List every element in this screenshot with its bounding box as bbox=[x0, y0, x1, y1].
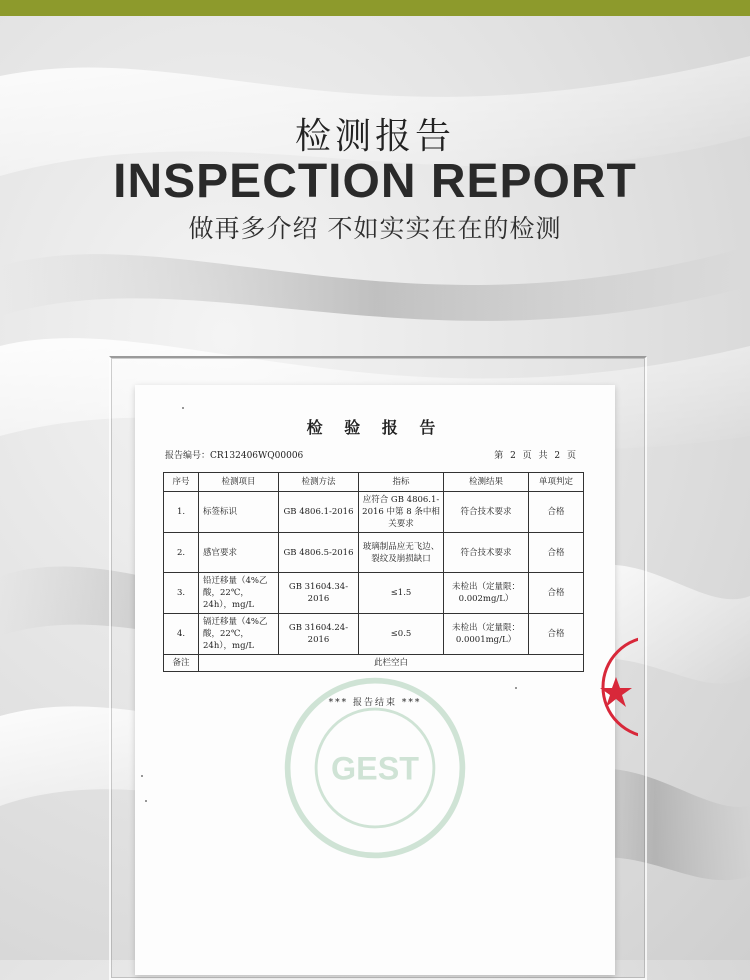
indicator: 应符合 GB 4806.1-2016 中第 8 条中相关要求 bbox=[359, 492, 444, 533]
report-number: 报告编号：CR132406WQ00006 bbox=[165, 451, 304, 461]
document-title: 检 验 报 告 bbox=[306, 418, 444, 437]
inspection-table bbox=[163, 472, 584, 672]
header-cell: 检测方法 bbox=[279, 473, 359, 492]
hero-title-english: INSPECTION REPORT bbox=[113, 155, 637, 208]
remark-value: 此栏空白 bbox=[199, 655, 584, 672]
header-cell: 序号 bbox=[164, 473, 199, 492]
row-number: 3. bbox=[164, 573, 199, 614]
test-result: 符合技术要求 bbox=[444, 533, 529, 573]
red-seal-stamp-icon bbox=[598, 632, 638, 742]
test-item: 铅迁移量（4%乙酸，22℃，24h），mg/L bbox=[199, 573, 279, 614]
top-accent-bar bbox=[0, 0, 750, 16]
verdict: 合格 bbox=[529, 533, 584, 573]
indicator: ≤1.5 bbox=[359, 573, 444, 614]
row-number: 1. bbox=[164, 492, 199, 533]
row-number: 4. bbox=[164, 614, 199, 655]
paper-speck bbox=[145, 800, 147, 802]
test-item: 镉迁移量（4%乙酸，22℃，24h），mg/L bbox=[199, 614, 279, 655]
test-item: 标签标识 bbox=[199, 492, 279, 533]
remark-label: 备注 bbox=[164, 655, 199, 672]
hero-subtitle: 做再多介绍 不如实实在在的检测 bbox=[188, 214, 562, 243]
row-number: 2. bbox=[164, 533, 199, 573]
test-result: 未检出（定量限：0.0001mg/L） bbox=[444, 614, 529, 655]
test-method: GB 31604.24-2016 bbox=[279, 614, 359, 655]
test-item: 感官要求 bbox=[199, 533, 279, 573]
paper-speck bbox=[141, 775, 143, 777]
table-header-row bbox=[164, 473, 584, 492]
verdict: 合格 bbox=[529, 614, 584, 655]
table-row bbox=[164, 614, 584, 655]
verdict: 合格 bbox=[529, 492, 584, 533]
report-paper bbox=[135, 385, 615, 975]
test-method: GB 31604.34-2016 bbox=[279, 573, 359, 614]
header-cell: 指标 bbox=[359, 473, 444, 492]
header-cell: 检测项目 bbox=[199, 473, 279, 492]
table-row bbox=[164, 573, 584, 614]
page-indicator: 第 2 页 共 2 页 bbox=[494, 451, 578, 461]
test-result: 符合技术要求 bbox=[444, 492, 529, 533]
test-result: 未检出（定量限：0.002mg/L） bbox=[444, 573, 529, 614]
indicator: 玻璃制品应无飞边、裂纹及崩损缺口 bbox=[359, 533, 444, 573]
remark-row bbox=[164, 655, 584, 672]
indicator: ≤0.5 bbox=[359, 614, 444, 655]
paper-speck bbox=[515, 687, 517, 689]
test-method: GB 4806.1-2016 bbox=[279, 492, 359, 533]
verdict: 合格 bbox=[529, 573, 584, 614]
header-cell: 单项判定 bbox=[529, 473, 584, 492]
report-end-marker: *** 报告结束 *** bbox=[328, 698, 422, 708]
hero-title-chinese: 检测报告 bbox=[294, 116, 455, 157]
paper-speck bbox=[182, 407, 184, 409]
table-row bbox=[164, 492, 584, 533]
test-method: GB 4806.5-2016 bbox=[279, 533, 359, 573]
svg-text:GEST: GEST bbox=[331, 750, 419, 787]
header-cell: 检测结果 bbox=[444, 473, 529, 492]
table-row bbox=[164, 533, 584, 573]
